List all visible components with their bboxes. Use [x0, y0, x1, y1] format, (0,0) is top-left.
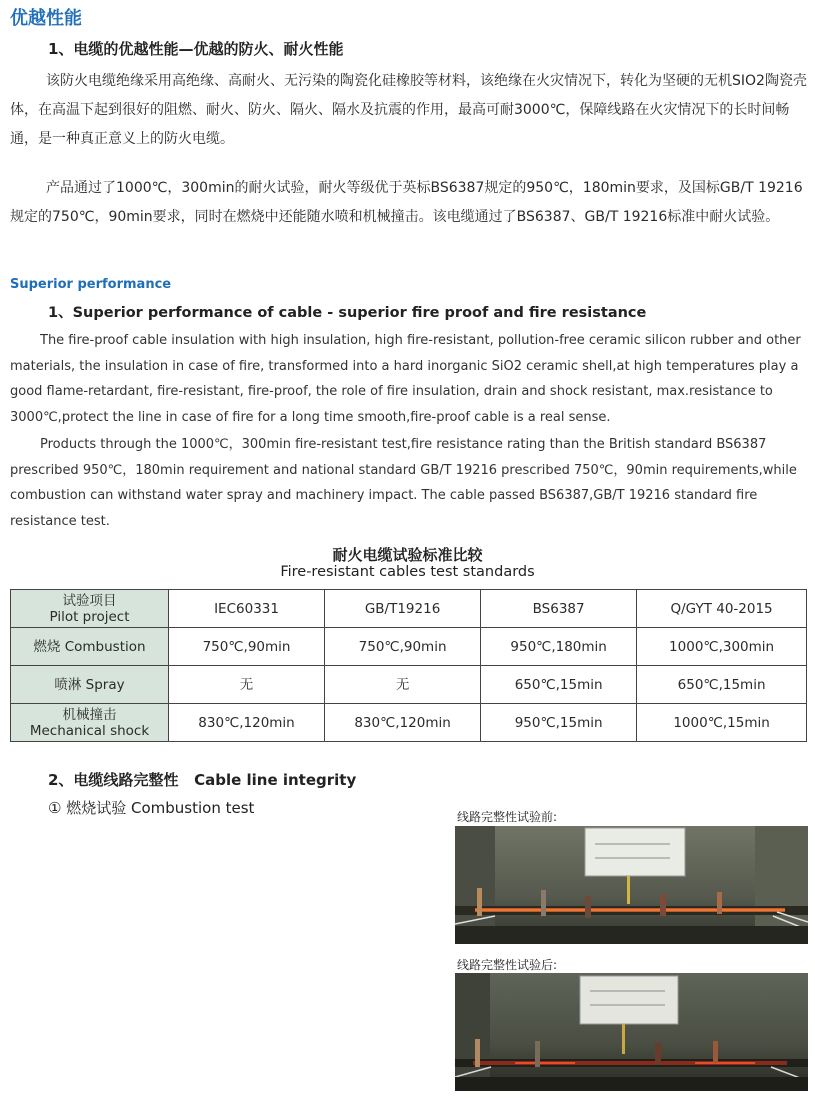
table-cell: 无: [325, 666, 481, 704]
paragraph-cn-2: 产品通过了1000℃，300min的耐火试验，耐火等级优于英标BS6387规定的950℃，180min要求，及国标GB/T 19216规定的750℃，90min要求，同时在燃烧中还能随水喷和机械撞击。该电缆通过了BS6387、GB/T 19216标准中耐火试验。: [10, 180, 803, 225]
combustion-test-subheading: ① 燃烧试验 Combustion test: [48, 799, 255, 817]
header-col-qgyt: Q/GYT 40-2015: [637, 590, 807, 628]
photo-after-test: [455, 973, 808, 1091]
header-col-gbt: GB/T19216: [325, 590, 481, 628]
table-cell: 750℃,90min: [169, 628, 325, 666]
table-cell: 650℃,15min: [637, 666, 807, 704]
caption-before-test: 线路完整性试验前:: [457, 810, 558, 824]
table-cell: 830℃,120min: [325, 704, 481, 742]
table-cell: 650℃,15min: [481, 666, 637, 704]
table-cell: 1000℃,15min: [637, 704, 807, 742]
paragraph-cn-1: 该防火电缆绝缘采用高绝缘、高耐火、无污染的陶瓷化硅橡胶等材料，该绝缘在火灾情况下，转化为坚硬的无机SIO2陶瓷壳体，在高温下起到很好的阻燃、耐火、防火、隔火、隔水及抗震的作用，最高可耐3000℃，保障线路在火灾情况下的长时间畅通，是一种真正意义上的防火电缆。: [10, 73, 807, 147]
row-label: [11, 704, 169, 742]
heading-cable-line-integrity: 2、电缆线路完整性 Cable line integrity: [48, 771, 357, 789]
table-title-en: Fire-resistant cables test standards: [280, 564, 535, 580]
header-pilot-project-en: Pilot project: [49, 608, 130, 625]
row-label-en: Mechanical shock: [29, 722, 150, 739]
photo-before-test: [455, 826, 808, 944]
photo-before-test-graphic: [455, 826, 808, 944]
row-label: [11, 666, 169, 704]
table-cell: 830℃,120min: [169, 704, 325, 742]
table-row: [11, 704, 807, 742]
table-title-cn: 耐火电缆试验标准比较: [332, 546, 483, 564]
paragraph-en-1: The fire-proof cable insulation with high insulation, high fire-resistant, pollution-free ceramic silicon rubber and other materials, the insulation in case of fire, transformed into a hard inorganic SiO2 ceramic shell,at high temperatures play a good flame-retardant, fire-resistant, fire-proof, the role of fire insulation, drain and shock resistant, max.resistance to 3000℃,protect the line in case of fire for a long time smooth,fire-proof cable is a real sense.: [10, 333, 801, 425]
test-standards-table: [10, 589, 807, 742]
header-col-bs: BS6387: [481, 590, 637, 628]
table-row: [11, 628, 807, 666]
row-label-cn: 燃烧: [33, 638, 61, 655]
header-pilot-project: [11, 590, 169, 628]
header-pilot-project-cn: 试验项目: [62, 592, 117, 609]
heading-fire-resistance-cn: 1、电缆的优越性能—优越的防火、耐火性能: [48, 40, 344, 58]
row-label-en: Combustion: [64, 638, 146, 655]
photo-after-test-graphic: [455, 973, 808, 1091]
section-title-cn: 优越性能: [10, 8, 82, 29]
row-label-cn: 机械撞击: [62, 706, 117, 723]
table-header-row: [11, 590, 807, 628]
row-label: [11, 628, 169, 666]
section-title-en: Superior performance: [10, 277, 172, 292]
table-cell: 950℃,15min: [481, 704, 637, 742]
row-label-en: Spray: [85, 676, 125, 693]
header-col-iec: IEC60331: [169, 590, 325, 628]
table-cell: 1000℃,300min: [637, 628, 807, 666]
row-label-cn: 喷淋: [54, 676, 82, 693]
table-row: [11, 666, 807, 704]
paragraph-en-2: Products through the 1000℃，300min fire-resistant test,fire resistance rating than the British standard BS6387 prescribed 950℃，180min requirement and national standard GB/T 19216 prescribed 750℃，90min requirements,while combustion can withstand water spray and machinery impact. The cable passed BS6387,GB/T 19216 standard fire resistance test.: [10, 437, 797, 529]
heading-fire-resistance-en: 1、Superior performance of cable - superior fire proof and fire resistance: [48, 305, 647, 321]
caption-after-test: 线路完整性试验后:: [457, 958, 558, 972]
table-cell: 750℃,90min: [325, 628, 481, 666]
table-cell: 950℃,180min: [481, 628, 637, 666]
table-cell: 无: [169, 666, 325, 704]
